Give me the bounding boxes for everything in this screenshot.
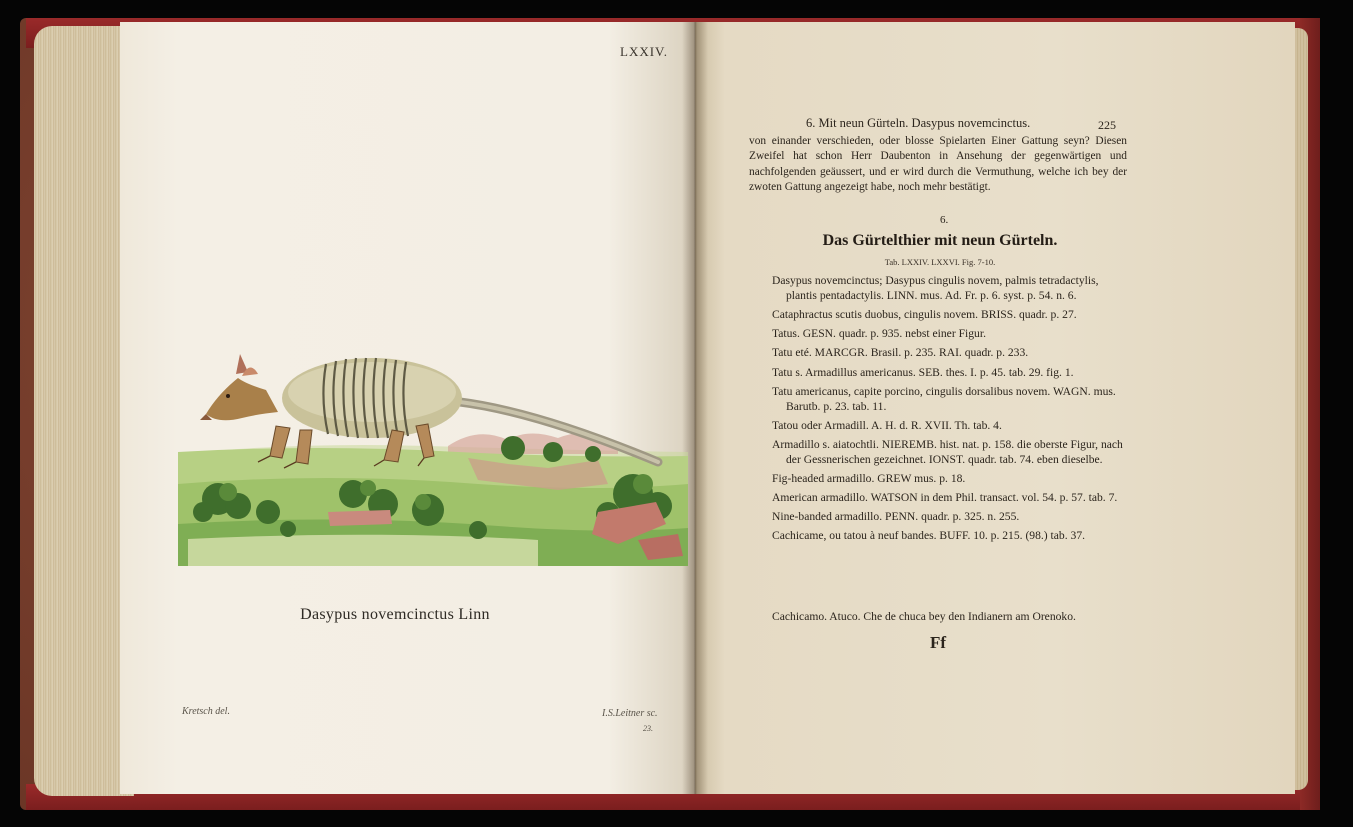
section-reference: Tab. LXXIV. LXXVI. Fig. 7-10. <box>884 257 996 267</box>
synonym-entry: Tatu eté. MARCGR. Brasil. p. 235. RAI. quadr. p. 233. <box>772 346 1029 360</box>
synonym-entry: Dasypus novemcinctus; Dasypus cingulis novem, palmis tetradactylis, plantis pentadactylis. LINN. mus. Ad. Fr. p. 6. syst. p. 54. n. 6. <box>772 274 1099 302</box>
plate-caption: Dasypus novemcinctus Linn <box>300 606 490 623</box>
synonym-list <box>772 274 1128 549</box>
synonym-entry: Armadillo s. aiatochtli. NIEREMB. hist. nat. p. 158. die oberste Figur, nach der Gessnerischen gezeichnet. IONST. quadr. tab. 74. eben dieselbe. <box>772 437 1123 466</box>
synonym-entry: Fig-headed armadillo. GREW mus. p. 18. <box>772 471 966 485</box>
synonym-entry: Nine-banded armadillo. PENN. quadr. p. 325. n. 255. <box>772 510 1020 524</box>
credit-number: 23. <box>643 724 653 733</box>
synonym-entry: Tatus. GESN. quadr. p. 935. nebst einer Figur. <box>772 327 986 341</box>
plate-number: LXXIV. <box>620 44 669 59</box>
section-number: 6. <box>940 214 949 226</box>
page-edges-left <box>34 26 134 796</box>
credit-draftsman: Kretsch del. <box>182 706 230 717</box>
synonym-entry: Tatu s. Armadillus americanus. SEB. thes. I. p. 45. tab. 29. fig. 1. <box>772 365 1074 379</box>
armadillo-illustration <box>178 334 688 566</box>
credit-engraver: I.S.Leitner sc. <box>602 708 658 719</box>
synonym-entry: Cataphractus scutis duobus, cingulis novem. BRISS. quadr. p. 27. <box>772 307 1077 321</box>
synonym-entry: Tatou oder Armadill. A. H. d. R. XVII. Th. tab. 4. <box>772 418 1002 432</box>
page-number: 225 <box>1098 118 1116 132</box>
section-title: Das Gürtelthier mit neun Gürteln. <box>822 232 1058 249</box>
synonym-entry: Tatu americanus, capite porcino, cingulis dorsalibus novem. WAGN. mus. Barutb. p. 23. tab. 11. <box>772 384 1116 413</box>
intro-paragraph: von einander verschieden, oder blosse Spielarten Einer Gattung seyn? Diesen Zweifel hat schon Herr Daubenton in Ansehung der gegenwärtigen und nachfolgenden geäussert, und er wird durch die Vermuthung, welche ich bey der zwoten Gattung angezeigt habe, noch mehr bestätigt. <box>749 135 1127 193</box>
synonym-entry: American armadillo. WATSON in dem Phil. transact. vol. 54. p. 57. tab. 7. <box>772 491 1118 505</box>
running-header: 6. Mit neun Gürteln. Dasypus novemcinctus. <box>806 116 1031 130</box>
signature-mark: Ff <box>930 633 947 652</box>
synonym-entry: Cachicame, ou tatou à neuf bandes. BUFF. 10. p. 215. (98.) tab. 37. <box>772 529 1086 543</box>
final-line: Cachicamo. Atuco. Che de chuca bey den Indianern am Orenoko. <box>772 610 1076 623</box>
